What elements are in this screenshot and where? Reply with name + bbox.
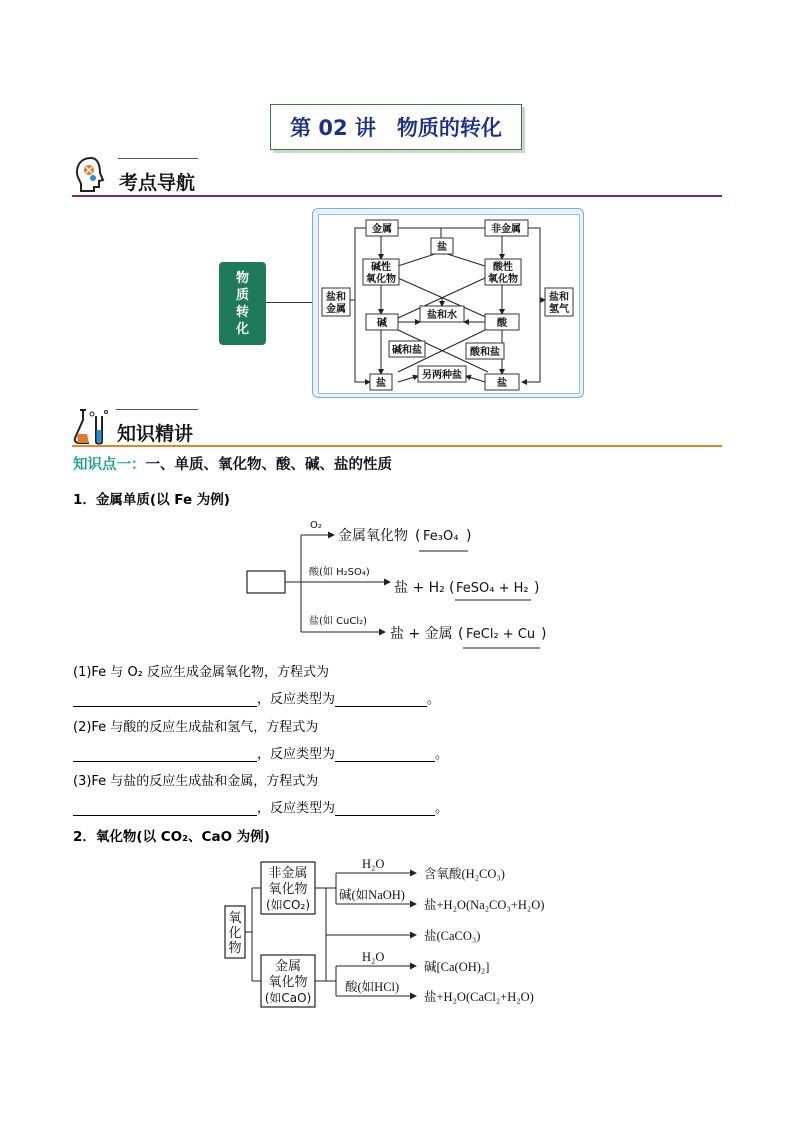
node-base-salt: 碱和盐 [392,345,422,356]
fe-example-salt: FeCl₂ + Cu [466,627,536,642]
oxide-product-2: 盐+H₂O(Na₂CO₃+H₂O) [424,898,545,912]
subheading-oxide: 2．氧化物(以 CO₂、CaO 为例) [73,829,270,845]
node-salt-metal-1: 盐和 [326,292,346,303]
question-3: (3)Fe 与盐的反应生成盐和金属，方程式为 [73,774,319,789]
oxide-product-1: 含氧酸(H₂CO₃) [424,867,505,881]
nonmetal-oxide-2: 氧化物 [268,882,308,897]
metal-oxide-3: (如CaO) [264,991,312,1005]
fe-example-oxide: Fe₃O₄ [423,529,459,544]
answer-line-3: ，反应类型为 。 [73,797,448,816]
answer-line-1: ，反应类型为 。 [73,688,440,707]
oxide-root-1: 氧 [228,911,242,926]
subheading-metal: 1．金属单质(以 Fe 为例) [73,492,230,508]
section-divider [72,445,722,447]
fe-product-acid: 盐 + H₂ [394,580,445,596]
svg-text:(: ( [458,626,464,642]
oxide-root-2: 化 [228,926,242,941]
fe-product-salt: 盐 + 金属 [390,626,453,642]
svg-text:): ) [466,528,472,544]
svg-text:(: ( [415,528,421,544]
node-acid: 酸 [497,318,507,329]
fe-cond-acid: 酸(如 H₂SO₄) [309,567,370,578]
section-title-navigation: 考点导航 [119,172,196,194]
section-ornament [116,409,198,410]
node-salt-metal-2: 金属 [326,304,346,315]
node-salt-water: 盐和水 [427,310,457,321]
knowledge-point-heading: 知识点一：一、单质、氧化物、酸、碱、盐的性质 [73,457,392,473]
page-title: 第 02 讲 物质的转化 [270,104,522,150]
metal-reaction-diagram [240,510,570,650]
answer-blank[interactable] [73,692,257,707]
oxide-product-4: 碱[Ca(OH)₂] [424,960,490,974]
cond-acid: 酸(如HCl) [345,980,400,994]
type-blank[interactable] [335,801,435,816]
side-tag: 物 质 转 化 [219,262,266,345]
cond-base: 碱(如NaOH) [339,888,405,902]
answer-line-2: ，反应类型为 。 [73,743,448,762]
node-acid-salt: 酸和盐 [470,347,500,358]
section-title-knowledge: 知识精讲 [117,423,194,445]
node-base: 碱 [377,318,387,329]
node-basic-oxide-1: 碱性 [371,262,391,273]
node-metal: 金属 [372,224,392,235]
node-acidic-oxide-1: 酸性 [493,262,513,273]
node-nonmetal: 非金属 [491,224,521,235]
svg-text:(: ( [449,580,455,596]
fe-cond-o2: O₂ [310,520,322,531]
fe-cond-salt: 盐(如 CuCl₂) [309,616,368,627]
flask-icon [72,406,112,446]
type-blank[interactable] [335,692,427,707]
type-blank[interactable] [335,747,435,762]
nonmetal-oxide-3: (如CO₂) [266,898,310,912]
cond-h2o-2: H₂O [362,950,385,964]
section-divider [72,195,722,197]
fe-product-oxide: 金属氧化物 [338,528,408,544]
node-two-salts: 另两种盐 [422,370,462,381]
metal-oxide-1: 金属 [274,959,302,974]
question-2: (2)Fe 与酸的反应生成盐和氢气，方程式为 [73,720,319,735]
svg-text:): ) [534,580,540,596]
metal-oxide-2: 氧化物 [268,975,308,990]
node-salt-hydrogen-1: 盐和 [549,292,569,303]
oxide-reaction-diagram [220,850,570,1010]
nonmetal-oxide-1: 非金属 [268,866,308,881]
node-acidic-oxide-2: 氧化物 [488,274,518,285]
fe-example-acid: FeSO₄ + H₂ [456,581,529,596]
oxide-product-5: 盐+H₂O(CaCl₂+H₂O) [424,990,534,1004]
question-1: (1)Fe 与 O₂ 反应生成金属氧化物，方程式为 [73,665,330,680]
node-basic-oxide-2: 氧化物 [366,274,396,285]
connector-line [266,302,312,303]
node-salt-hydrogen-2: 氢气 [549,304,569,315]
navigation-icon [74,156,108,194]
node-salt-left: 盐 [376,378,386,389]
node-salt-top: 盐 [437,242,447,253]
cond-h2o-1: H₂O [362,857,385,871]
section-ornament [118,158,198,159]
transformation-diagram [318,214,578,392]
oxide-root-3: 物 [228,941,242,956]
oxide-product-3: 盐(CaCO₃) [424,929,481,943]
answer-blank[interactable] [73,747,257,762]
svg-text:): ) [541,626,547,642]
answer-blank[interactable] [73,801,257,816]
node-salt-right: 盐 [497,378,507,389]
